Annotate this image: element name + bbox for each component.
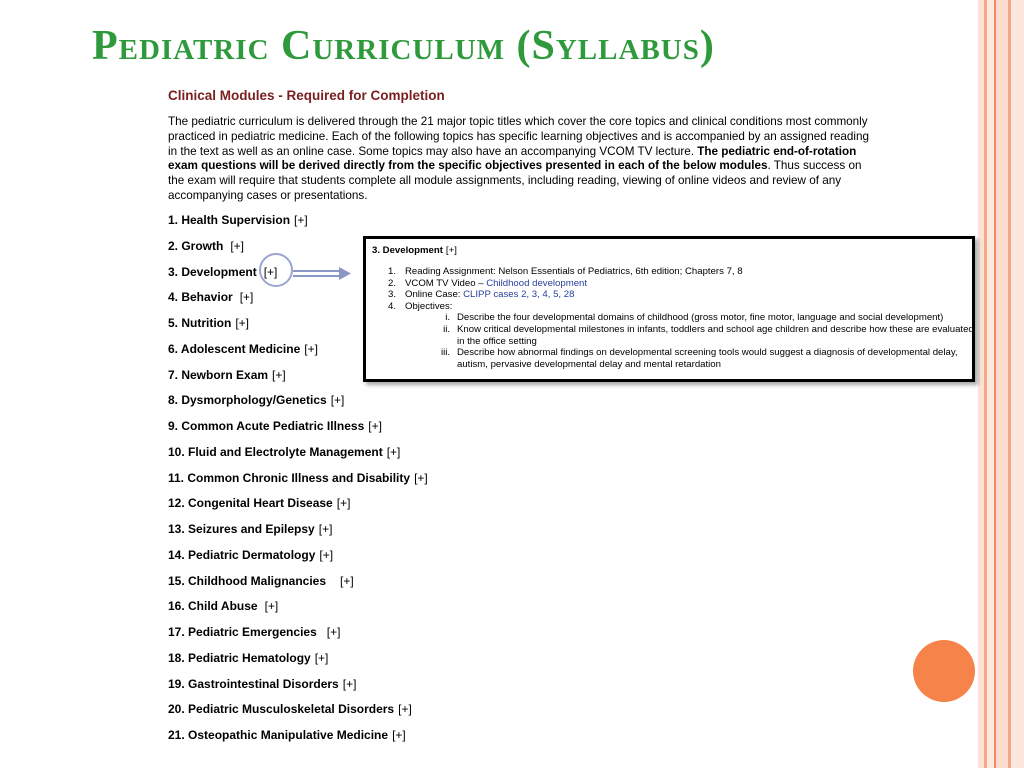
expand-toggle[interactable]: [+] [326,625,341,639]
expand-toggle[interactable]: [+] [398,702,412,717]
stripe [1011,0,1024,768]
expand-toggle[interactable]: [+] [392,728,406,742]
module-item [168,445,428,471]
item-number: 4. [388,300,397,312]
highlight-circle [259,253,293,287]
module-name: 10. Fluid and Electrolyte Management [168,444,383,459]
expand-toggle[interactable]: [+] [340,573,354,588]
expand-toggle[interactable]: [+] [336,496,351,511]
slide-title: Pediatric Curriculum (Syllabus) [92,23,715,69]
expand-toggle[interactable]: [+] [386,444,401,459]
intro-bold-text: The pediatric end-of-rotation exam questions will be derived directly from the specific objectives presented in each of the below modules [168,144,857,173]
module-name: 1. Health Supervision [168,213,291,227]
stripe [996,0,1008,768]
video-prefix: VCOM TV Video – [405,277,487,289]
module-name: 7. Newborn Exam [168,367,269,382]
objective-text: Describe the four developmental domains of childhood (gross motor, fine motor, language and social development) [457,312,944,324]
item-number: 2. [388,277,397,289]
objective-text: Know critical developmental milestones in infants, toddlers and school age children and describe how these are evaluated in the office setting [457,323,974,347]
objective-number: iii. [440,347,450,359]
objectives-label: Objectives: [405,300,453,312]
module-name: 8. Dysmorphology/Genetics [168,393,327,408]
stripe [987,0,994,768]
case-item [388,289,978,301]
doc-heading: Clinical Modules - Required for Completion [168,88,445,103]
objectives-item [388,301,978,313]
module-name: 13. Seizures and Epilepsy [168,522,315,536]
module-item [168,599,428,625]
objective-number: i. [445,312,450,324]
module-name: 12. Congenital Heart Disease [168,496,333,511]
expand-toggle[interactable]: [+] [294,213,308,227]
document-panel [168,88,888,204]
objective-row [422,324,978,347]
module-item [168,471,428,497]
module-item [168,728,428,754]
module-name: 11. Common Chronic Illness and Disability [168,470,411,485]
module-name: 4. Behavior [168,290,233,305]
reading-text: Reading Assignment: Nelson Essentials of Pediatrics, 6th edition; Chapters 7, 8 [405,266,743,277]
expand-toggle[interactable]: [+] [239,290,254,305]
expand-toggle[interactable]: [+] [304,341,318,356]
popout-title-text: 3. Development [372,245,443,256]
intro-paragraph [168,115,880,204]
objective-row [422,347,978,370]
module-name: 21. Osteopathic Manipulative Medicine [168,728,389,742]
intro-text: The pediatric curriculum is delivered through the 21 major topic titles which cover the core topics and clinical conditions most commonly practiced in pediatric medicine. Each of the following topics has specific learning objectives and is accompanied by an assigned reading in the text as well as an online case. Some topics may also have an accompanying VCOM TV lecture. [168,115,870,158]
item-number: 3. [388,289,397,301]
video-link[interactable]: Childhood development [486,277,588,289]
module-name: 18. Pediatric Hematology [168,650,311,665]
expand-toggle[interactable]: [+] [342,676,357,691]
module-item [168,677,428,703]
module-detail-popout [363,236,975,382]
module-name: 19. Gastrointestinal Disorders [168,676,339,691]
decorative-circle [913,640,975,702]
pointer-arrow-icon [293,264,355,284]
module-item [168,625,428,651]
expand-toggle[interactable]: [+] [330,393,345,408]
module-item [168,522,428,548]
expand-toggle[interactable]: [+] [263,264,278,279]
module-item [168,574,428,600]
module-name: 3. Development [168,264,257,279]
case-link[interactable]: CLIPP cases 2, 3, 4, 5, 28 [463,289,575,301]
expand-toggle[interactable]: [+] [319,547,334,562]
module-item [168,651,428,677]
module-item [168,548,428,574]
decorative-stripes [978,0,1024,768]
expand-toggle[interactable]: [+] [368,419,382,433]
module-name: 6. Adolescent Medicine [168,341,301,356]
expand-toggle[interactable]: [+] [318,522,333,536]
module-name: 20. Pediatric Musculoskeletal Disorders [168,702,395,717]
module-item [168,702,428,728]
module-name: 14. Pediatric Dermatology [168,547,316,562]
expand-toggle[interactable]: [+] [272,367,286,382]
module-name: 5. Nutrition [168,316,232,330]
reading-item [388,266,978,278]
module-name: 16. Child Abuse [168,599,258,614]
expand-toggle[interactable]: [+] [235,316,250,330]
video-item [388,278,978,290]
module-name: 15. Childhood Malignancies [168,573,327,588]
case-prefix: Online Case: [405,289,464,301]
objective-row [422,312,978,324]
expand-toggle[interactable]: [+] [264,599,279,614]
expand-toggle[interactable]: [+] [314,650,329,665]
expand-toggle[interactable]: [+] [414,470,428,485]
module-name: 17. Pediatric Emergencies [168,625,317,639]
module-item [168,419,428,445]
module-item [168,393,428,419]
popout-title [372,245,457,256]
module-name: 2. Growth [168,238,224,253]
popout-list [388,266,978,370]
popout-toggle[interactable]: [+] [445,245,457,256]
item-number: 1. [388,266,397,277]
expand-toggle[interactable]: [+] [230,238,245,253]
objective-text: Describe how abnormal findings on developmental screening tools would suggest a diagnosis of developmental delay, autism, pervasive developmental delay and mental retardation [457,347,958,370]
intro-text-end: . Thus success on the exam will require that students complete all module assignments, including reading, viewing of online videos and review of any accompanying cases or presentations. [168,159,862,202]
module-item [168,213,428,239]
module-name: 9. Common Acute Pediatric Illness [168,419,365,433]
module-item [168,496,428,522]
objectives-list [422,312,978,370]
objective-number: ii. [443,323,450,335]
